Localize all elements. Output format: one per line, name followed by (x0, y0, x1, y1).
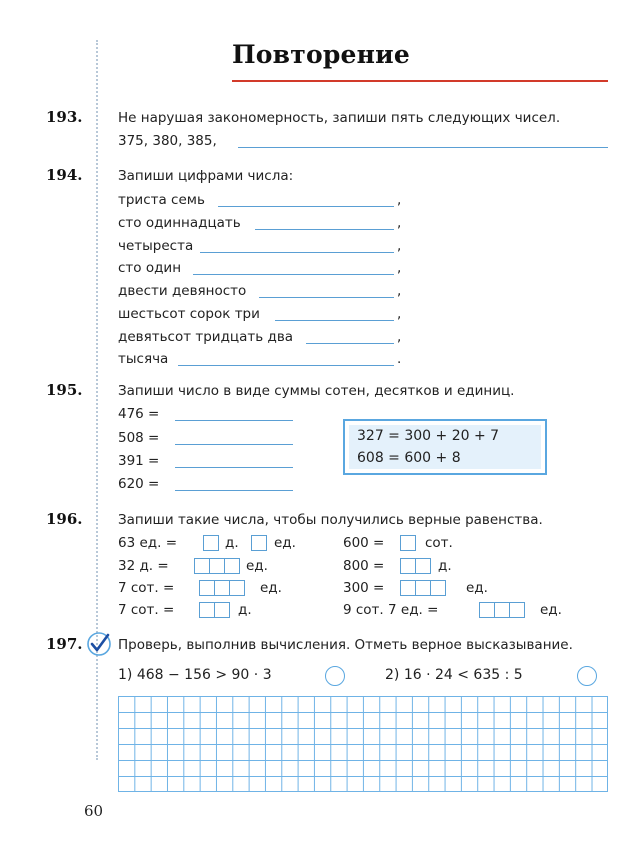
eq-label: 300 = (343, 580, 385, 596)
answer-cell[interactable] (494, 602, 510, 618)
comma: , (397, 192, 402, 208)
eq-unit: д. (438, 558, 452, 574)
task-194-item: девятьсот тридцать два (118, 329, 294, 345)
answer-cell[interactable] (251, 535, 267, 551)
eq-label: 600 = (343, 535, 385, 551)
task-194-text: Запиши цифрами числа: (118, 168, 294, 184)
answer-cell[interactable] (400, 558, 416, 574)
task-194-answer-line[interactable] (259, 297, 394, 298)
comma: , (397, 306, 402, 322)
answer-cell[interactable] (415, 580, 431, 596)
eq-unit: сот. (425, 535, 453, 551)
answer-cell[interactable] (214, 580, 230, 596)
answer-cell[interactable] (224, 558, 240, 574)
eq-unit: ед. (246, 558, 268, 574)
comma: , (397, 215, 402, 231)
task-194-answer-line[interactable] (218, 206, 394, 207)
period: . (397, 351, 402, 367)
eq-label: 32 д. = (118, 558, 169, 574)
task-193-number: 193. (46, 108, 83, 126)
page-title: Повторение (232, 40, 410, 69)
answer-cell[interactable] (400, 535, 416, 551)
answer-cell[interactable] (479, 602, 495, 618)
eq-unit: д. (225, 535, 239, 551)
task-195-example-box (343, 419, 547, 475)
answer-cell[interactable] (199, 602, 215, 618)
check-icon (86, 631, 112, 657)
task-197-expression-2: 2) 16 · 24 < 635 : 5 (385, 667, 523, 683)
eq-label: 63 ед. = (118, 535, 178, 551)
task-194-answer-line[interactable] (275, 320, 394, 321)
task-195-item: 391 = (118, 453, 160, 469)
answer-cell[interactable] (194, 558, 210, 574)
eq-unit: ед. (260, 580, 282, 596)
task-194-item: сто один (118, 260, 182, 276)
eq-label: 7 сот. = (118, 580, 175, 596)
task-195-item: 476 = (118, 406, 160, 422)
task-197-number: 197. (46, 635, 83, 653)
eq-unit: ед. (466, 580, 488, 596)
answer-circle-2[interactable] (577, 666, 597, 686)
answer-cell[interactable] (199, 580, 215, 596)
task-195-item: 508 = (118, 430, 160, 446)
example-line: 327 = 300 + 20 + 7 (357, 428, 500, 444)
task-194-item: триста семь (118, 192, 205, 208)
task-193-sequence: 375, 380, 385, (118, 133, 217, 149)
task-193-answer-line[interactable] (238, 147, 608, 148)
answer-cell[interactable] (203, 535, 219, 551)
answer-cell[interactable] (430, 580, 446, 596)
task-197-expression-1: 1) 468 − 156 > 90 · 3 (118, 667, 272, 683)
example-line: 608 = 600 + 8 (357, 450, 461, 466)
task-194-answer-line[interactable] (193, 274, 394, 275)
eq-unit: д. (238, 602, 252, 618)
task-193-text: Не нарушая закономерность, запиши пять следующих чисел. (118, 110, 561, 126)
task-194-item: четыреста (118, 238, 194, 254)
comma: , (397, 238, 402, 254)
task-195-number: 195. (46, 381, 83, 399)
task-194-answer-line[interactable] (255, 229, 394, 230)
answer-cell[interactable] (509, 602, 525, 618)
task-197-text: Проверь, выполнив вычисления. Отметь верное высказывание. (118, 637, 573, 653)
task-195-answer-line[interactable] (175, 467, 293, 468)
task-194-item: тысяча (118, 351, 169, 367)
answer-cell[interactable] (209, 558, 225, 574)
page-number: 60 (84, 802, 104, 820)
task-196-text: Запиши такие числа, чтобы получились верные равенства. (118, 512, 543, 528)
task-195-answer-line[interactable] (175, 420, 293, 421)
calculation-grid[interactable] (118, 696, 608, 792)
eq-label: 9 сот. 7 ед. = (343, 602, 439, 618)
eq-label: 800 = (343, 558, 385, 574)
comma: , (397, 329, 402, 345)
task-194-item: шестьсот сорок три (118, 306, 260, 322)
task-194-answer-line[interactable] (200, 252, 394, 253)
answer-cell[interactable] (415, 558, 431, 574)
answer-cell[interactable] (214, 602, 230, 618)
eq-unit: ед. (540, 602, 562, 618)
task-196-number: 196. (46, 510, 83, 528)
task-195-answer-line[interactable] (175, 444, 293, 445)
task-194-answer-line[interactable] (178, 365, 394, 366)
comma: , (397, 283, 402, 299)
task-194-number: 194. (46, 166, 83, 184)
task-195-item: 620 = (118, 476, 160, 492)
answer-circle-1[interactable] (325, 666, 345, 686)
task-194-item: сто одиннадцать (118, 215, 241, 231)
eq-unit: ед. (274, 535, 296, 551)
comma: , (397, 260, 402, 276)
task-195-text: Запиши число в виде суммы сотен, десятков и единиц. (118, 383, 515, 399)
answer-cell[interactable] (400, 580, 416, 596)
task-194-item: двести девяносто (118, 283, 247, 299)
task-195-answer-line[interactable] (175, 490, 293, 491)
task-194-answer-line[interactable] (306, 343, 394, 344)
title-underline (232, 80, 608, 82)
eq-label: 7 сот. = (118, 602, 175, 618)
answer-cell[interactable] (229, 580, 245, 596)
